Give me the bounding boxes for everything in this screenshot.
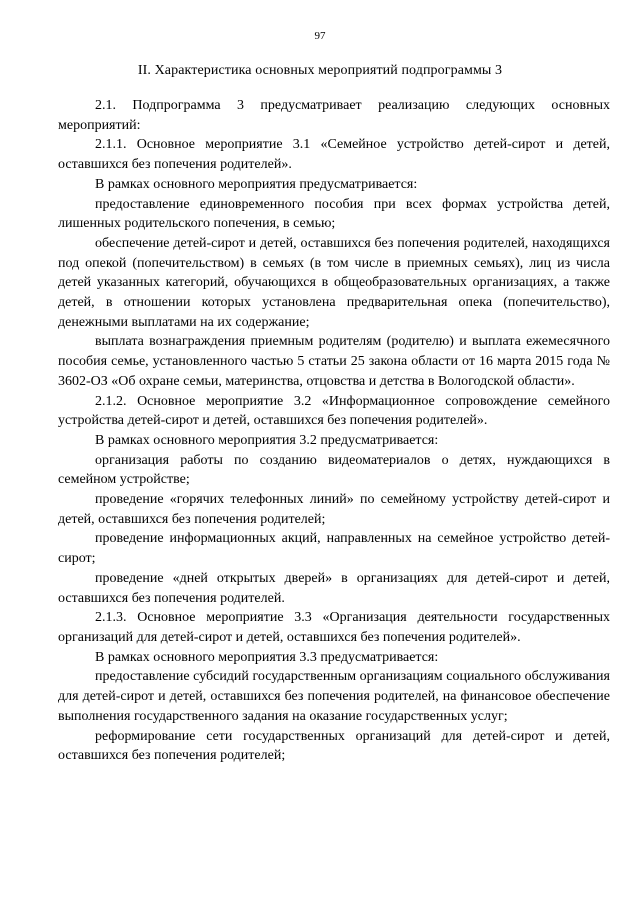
paragraph-3-1-scope: В рамках основного мероприятия предусматривается: xyxy=(95,176,418,192)
paragraph-2-1-1-heading: 2.1.1. Основное мероприятие 3.1 «Семейное устройство детей-сирот и детей, оставшихся без попечения родителей». xyxy=(58,137,610,173)
paragraph-2-1-3-heading: 2.1.3. Основное мероприятие 3.3 «Организация деятельности государственных организаций для детей-сирот и детей, оставшихся без попечения родителей». xyxy=(58,610,610,645)
list-item: выплата вознаграждения приемным родителям (родителю) и выплата ежемесячного пособия семье, установленного частью 5 статьи 25 закона области от 16 марта 2015 года № 3602-ОЗ «Об охране семьи, материнства, отцовства и детства в Вологодской области». xyxy=(58,334,610,389)
document-body xyxy=(58,96,610,766)
list-item: предоставление субсидий государственным организациям социального обслуживания для детей-сирот и детей, оставшихся без попечения родителей, на финансовое обеспечение выполнения государственного задания на оказание государственных услуг; xyxy=(58,669,610,724)
list-item: предоставление единовременного пособия при всех формах устройства детей, лишенных родительского попечения, в семью; xyxy=(58,196,610,232)
list-item: проведение информационных акций, направленных на семейное устройство детей-сирот; xyxy=(58,531,610,567)
paragraph-2-1-2-heading: 2.1.2. Основное мероприятие 3.2 «Информационное сопровождение семейного устройства детей-сирот и детей, оставшихся без попечения родителей». xyxy=(58,393,610,429)
section-title: II. Характеристика основных мероприятий подпрограммы 3 xyxy=(137,63,503,78)
page-number: 97 xyxy=(314,30,326,42)
list-item: реформирование сети государственных организаций для детей-сирот и детей, оставшихся без попечения родителей; xyxy=(58,728,610,764)
list-item: обеспечение детей-сирот и детей, оставшихся без попечения родителей, находящихся под опекой (попечительством) в семьях (в том числе в приемных семьях), лиц из числа детей указанных категорий, обучающихся в общеобразовательных организациях, а также детей, в отношении которых установлена предварительная опека (попечительство), денежными выплатами на их содержание; xyxy=(58,235,610,330)
paragraph-3-3-scope: В рамках основного мероприятия 3.3 предусматривается: xyxy=(95,649,439,665)
paragraph-2-1-intro: 2.1. Подпрограмма 3 предусматривает реализацию следующих основных мероприятий: xyxy=(58,98,610,133)
list-item: проведение «горячих телефонных линий» по семейному устройству детей-сирот и детей, оставшихся без попечения родителей; xyxy=(58,492,610,527)
paragraph-3-2-scope: В рамках основного мероприятия 3.2 предусматривается: xyxy=(95,432,439,448)
list-item: организация работы по созданию видеоматериалов о детях, нуждающихся в семейном устройстве; xyxy=(58,452,610,488)
list-item: проведение «дней открытых дверей» в организациях для детей-сирот и детей, оставшихся без попечения родителей. xyxy=(58,570,610,606)
